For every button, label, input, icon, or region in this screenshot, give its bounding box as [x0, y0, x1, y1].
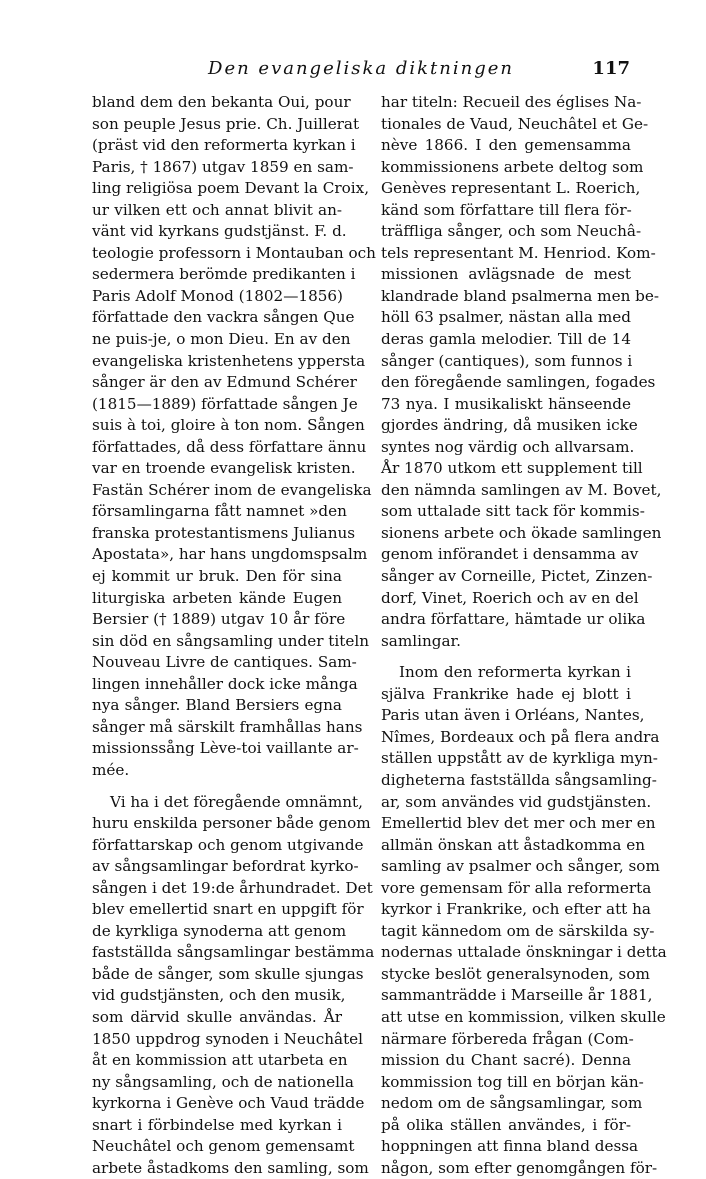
text-line: författades, då dess författare ännu: [92, 437, 367, 456]
text-line: både de sånger, som skulle sjungas: [92, 964, 364, 983]
text-line: År 1870 utkom ett supplement till: [381, 459, 643, 478]
text-line: författade den vackra sången Que: [92, 308, 355, 327]
text-line: ne puis-je, o mon Dieu. En av den: [92, 330, 351, 349]
text-line: samlingar.: [381, 631, 461, 650]
text-line: sånger är den av Edmund Schérer: [92, 373, 357, 392]
paragraph-gap: [381, 652, 631, 662]
text-line: den nämnda samlingen av M. Bovet,: [381, 480, 662, 499]
text-line: fastställda sångsamlingar bestämma: [92, 943, 375, 962]
right-column: [381, 92, 667, 1179]
text-line: träffliga sånger, och som Neuchâ-: [381, 222, 642, 241]
running-title: Den evangeliska diktningen: [208, 58, 514, 79]
text-line: son peuple Jesus prie. Ch. Juillerat: [92, 114, 360, 133]
text-line: snart i förbindelse med kyrkan i: [92, 1115, 342, 1134]
text-line: sionens arbete och ökade samlingen: [381, 523, 662, 542]
text-line: tagit kännedom om de särskilda sy-: [381, 921, 655, 940]
text-line: vid gudstjänsten, och den musik,: [92, 986, 346, 1005]
text-line: Neuchâtel och genom gemensamt: [92, 1137, 355, 1156]
text-line: andra författare, hämtade ur olika: [381, 610, 646, 629]
text-line: digheterna fastställda sångsamling-: [381, 770, 657, 789]
text-line: nève 1866. I den gemensamma: [381, 136, 631, 155]
text-line: sången i det 19:de århundradet. Det: [92, 878, 373, 897]
text-line: känd som författare till flera för-: [381, 200, 632, 219]
text-line: allmän önskan att åstadkomma en: [381, 835, 646, 854]
text-line: Nouveau Livre de cantiques. Sam-: [92, 653, 357, 672]
text-line: var en troende evangelisk kristen.: [92, 459, 356, 478]
text-line: åt en kommission att utarbeta en: [92, 1051, 348, 1070]
text-line: kommission tog till en början kän-: [381, 1072, 644, 1091]
text-line: Emellertid blev det mer och mer en: [381, 814, 656, 833]
text-line: klandrade bland psalmerna men be-: [381, 286, 660, 305]
text-line: Paris utan även i Orléans, Nantes,: [381, 706, 645, 725]
text-line: har titeln: Recueil des églises Na-: [381, 93, 642, 111]
text-line: evangeliska kristenhetens yppersta: [92, 351, 366, 370]
text-line: ar, som användes vid gudstjänsten.: [381, 792, 652, 811]
text-line: missionen avlägsnade de mest: [381, 265, 631, 284]
text-line: vänt vid kyrkans gudstjänst. F. d.: [92, 222, 347, 241]
text-line: sedermera berömde predikanten i: [92, 265, 356, 284]
text-line: 73 nya. I musikaliskt hänseende: [381, 394, 631, 413]
text-line: bland dem den bekanta Oui, pour: [92, 93, 351, 111]
text-line: Vi ha i det föregående omnämnt,: [110, 792, 363, 811]
text-line: genom införandet i densamma av: [381, 545, 639, 564]
text-line: kommissionens arbete deltog som: [381, 157, 644, 176]
text-line: sammanträdde i Marseille år 1881,: [381, 986, 653, 1005]
text-line: deras gamla melodier. Till de 14: [381, 330, 631, 349]
text-line: sånger av Corneille, Pictet, Zinzen-: [381, 567, 653, 586]
text-line: missionssång Lève-toi vaillante ar-: [92, 739, 359, 758]
text-line: Apostata», har hans ungdomspsalm: [92, 545, 368, 564]
text-line: hoppningen att finna bland dessa: [381, 1137, 639, 1156]
running-header: [92, 58, 630, 86]
text-line: liturgiska arbeten kände Eugen: [92, 588, 342, 607]
text-line: Nîmes, Bordeaux och på flera andra: [381, 727, 660, 746]
text-line: som uttalade sitt tack för kommis-: [381, 502, 645, 521]
text-line: mission du Chant sacré). Denna: [381, 1051, 631, 1070]
text-line: nya sånger. Bland Bersiers egna: [92, 696, 342, 715]
text-line: sin död en sångsamling under titeln: [92, 631, 369, 650]
text-line: ling religiösa poem Devant la Croix,: [92, 179, 370, 198]
text-line: mée.: [92, 760, 130, 779]
text-line: sånger må särskilt framhållas hans: [92, 717, 363, 736]
text-line: samling av psalmer och sånger, som: [381, 857, 660, 876]
text-line: Paris Adolf Monod (1802—1856): [92, 286, 343, 305]
text-line: blev emellertid snart en uppgift för: [92, 900, 364, 919]
text-line: gjordes ändring, då musiken icke: [381, 416, 638, 435]
text-line: församlingarna fått namnet »den: [92, 502, 347, 521]
text-line: (1815—1889) författade sången Je: [92, 394, 358, 413]
text-line: att utse en kommission, vilken skulle: [381, 1007, 666, 1026]
text-line: kyrkor i Frankrike, och efter att ha: [381, 900, 651, 919]
text-line: nedom om de sångsamlingar, som: [381, 1094, 643, 1113]
left-column: [92, 92, 376, 1179]
text-line: Inom den reformerta kyrkan i: [399, 663, 631, 682]
text-line: ej kommit ur bruk. Den för sina: [92, 567, 342, 586]
text-line: kyrkorna i Genève och Vaud trädde: [92, 1094, 365, 1113]
text-line: Fastän Schérer inom de evangeliska: [92, 480, 372, 499]
text-line: arbete åstadkoms den samling, som: [92, 1158, 369, 1177]
text-line: Paris, † 1867) utgav 1859 en sam-: [92, 157, 354, 176]
text-line: av sångsamlingar befordrat kyrko-: [92, 857, 359, 876]
text-line: 1850 uppdrog synoden i Neuchâtel: [92, 1029, 364, 1048]
text-line: franska protestantismens Julianus: [92, 523, 356, 542]
paragraph-gap: [92, 782, 342, 792]
text-line: tionales de Vaud, Neuchâtel et Ge-: [381, 114, 649, 133]
text-line: ur vilken ett och annat blivit an-: [92, 200, 342, 219]
text-line: själva Frankrike hade ej blott i: [381, 684, 631, 703]
text-line: någon, som efter genomgången för-: [381, 1158, 658, 1177]
text-line: Genèves representant L. Roerich,: [381, 179, 641, 198]
text-line: Bersier († 1889) utgav 10 år före: [92, 610, 346, 629]
text-line: närmare förbereda frågan (Com-: [381, 1029, 634, 1048]
text-line: ställen uppstått av de kyrkliga myn-: [381, 749, 658, 768]
text-line: som därvid skulle användas. År: [92, 1007, 342, 1026]
text-line: lingen innehåller dock icke många: [92, 674, 358, 693]
text-line: sånger (cantiques), som funnos i: [381, 351, 633, 370]
text-line: dorf, Vinet, Roerich och av en del: [381, 588, 639, 607]
text-line: på olika ställen användes, i för-: [381, 1115, 631, 1134]
text-line: författarskap och genom utgivande: [92, 835, 364, 854]
text-line: den föregående samlingen, fogades: [381, 373, 656, 392]
text-line: tels representant M. Henriod. Kom-: [381, 243, 656, 262]
text-line: (präst vid den reformerta kyrkan i: [92, 136, 356, 155]
text-line: stycke beslöt generalsynoden, som: [381, 964, 650, 983]
text-line: suis à toi, gloire à ton nom. Sången: [92, 416, 365, 435]
text-line: huru enskilda personer både genom: [92, 814, 371, 833]
text-line: teologie professorn i Montauban och: [92, 243, 376, 262]
text-line: syntes nog värdig och allvarsam.: [381, 437, 635, 456]
text-line: nodernas uttalade önskningar i detta: [381, 943, 667, 962]
text-line: ny sångsamling, och de nationella: [92, 1072, 354, 1091]
text-line: höll 63 psalmer, nästan alla med: [381, 308, 631, 327]
text-line: de kyrkliga synoderna att genom: [92, 921, 347, 940]
page-number: 117: [592, 58, 630, 79]
text-line: vore gemensam för alla reformerta: [381, 878, 652, 897]
